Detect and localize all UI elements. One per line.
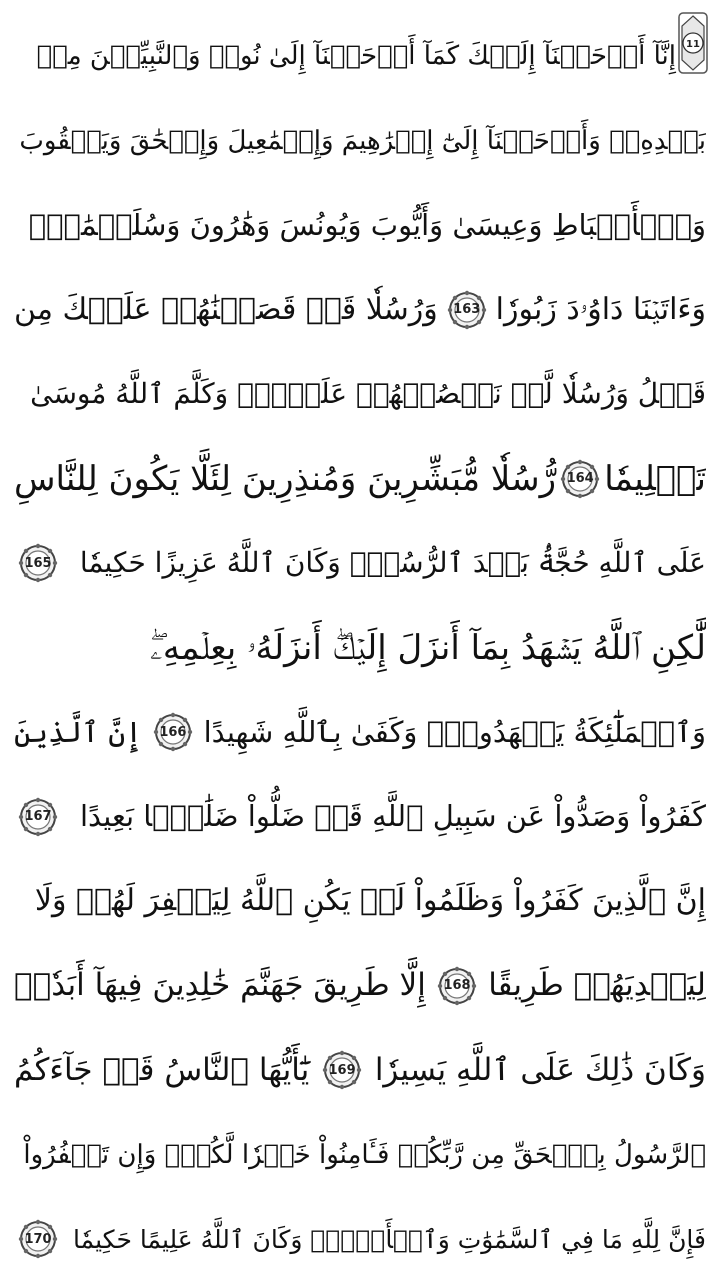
- ayah-number: 170: [24, 1231, 52, 1247]
- verse-text: وَرُسُلٗا قَدۡ قَصَصۡنَٰهُمۡ عَلَيۡكَ مِن: [14, 291, 438, 327]
- text-line: [14, 437, 706, 522]
- ayah-marker-icon: [153, 712, 193, 752]
- verse-text: رُّسُلٗا مُّبَشِّرِينَ وَمُنذِرِينَ لِئَلَّا يَكُونَ لِلنَّاسِ: [14, 458, 557, 499]
- verse-text: بَعۡدِهِۦۚ وَأَوۡحَيۡنَآ إِلَىٰٓ إِبۡرَٰهِيمَ وَإِسۡمَٰعِيلَ وَإِسۡحَٰقَ وَيَعۡقُوبَ: [19, 125, 706, 156]
- text-line: [14, 606, 706, 691]
- verse-text: عَلَى ٱللَّهِ حُجَّةُۢ بَعۡدَ ٱلرُّسُلِۚ وَكَانَ ٱللَّهُ عَزِيزًا حَكِيمٗا: [79, 546, 706, 580]
- text-line: [14, 859, 706, 944]
- verse-text: وَٱلۡأَسۡبَاطِ وَعِيسَىٰ وَأَيُّوبَ وَيُونُسَ وَهَٰرُونَ وَسُلَيۡمَٰنَۚ: [28, 207, 706, 242]
- ayah-marker-icon: [18, 797, 58, 837]
- text-line: [14, 268, 706, 353]
- verse-text: إِنَّ ٱلَّذِينَ: [14, 714, 143, 749]
- verse-text: وَءَاتَيۡنَا دَاوُۥدَ زَبُورٗا: [495, 291, 706, 327]
- ayah-marker-icon: [18, 1219, 58, 1259]
- ayah-marker-icon: [447, 290, 487, 330]
- text-line: [14, 1028, 706, 1113]
- text-line: [14, 99, 706, 184]
- verse-text: قَبۡلُ وَرُسُلٗا لَّمۡ نَقۡصُصۡهُمۡ عَلَيۡكَۚ وَكَلَّمَ ٱللَّهُ مُوسَىٰ: [30, 377, 706, 411]
- ayah-marker-icon: [18, 543, 58, 583]
- verse-text: ٱلرَّسُولُ بِٱلۡحَقِّ مِن رَّبِّكُمۡ فَـَٔامِنُواْ خَيۡرٗا لَّكُمۡۚ وَإِن تَكۡفُرُواْ: [23, 1139, 706, 1170]
- verse-text: كَفَرُواْ وَصَدُّواْ عَن سَبِيلِ ٱللَّهِ قَدۡ ضَلُّواْ ضَلَٰلَۢا بَعِيدًا: [79, 799, 706, 834]
- ayah-number: 169: [328, 1062, 356, 1078]
- ayah-number: 167: [24, 809, 52, 825]
- ayah-marker-icon: [322, 1050, 362, 1090]
- ayah-number: 166: [159, 724, 187, 740]
- verse-text: وَكَانَ ذَٰلِكَ عَلَى ٱللَّهِ يَسِيرٗا: [374, 1051, 706, 1088]
- ayah-marker-icon: [560, 459, 600, 499]
- verse-text: لِيَهۡدِيَهُمۡ طَرِيقًا: [488, 967, 706, 1004]
- ayah-number: 163: [453, 302, 481, 318]
- text-line: [14, 1113, 706, 1198]
- verse-text: فَإِنَّ لِلَّهِ مَا فِي ٱلسَّمَٰوَٰتِ وَٱلۡأَرۡضِۚ وَكَانَ ٱللَّهُ عَلِيمًا حَكِيمٗا: [73, 1224, 706, 1254]
- text-line: [14, 14, 706, 99]
- verse-text: إِلَّا طَرِيقَ جَهَنَّمَ خَٰلِدِينَ فِيهَآ أَبَدٗاۚ: [14, 967, 426, 1004]
- text-line: [14, 690, 706, 775]
- text-line: [14, 1197, 706, 1282]
- text-line: [14, 521, 706, 606]
- juz-marker: [678, 12, 708, 74]
- verse-text: وَٱلۡمَلَٰٓئِكَةُ يَشۡهَدُونَۚ وَكَفَىٰ بِٱللَّهِ شَهِيدًا: [203, 714, 706, 749]
- verse-text: تَكۡلِيمٗا: [604, 458, 706, 499]
- juz-ornament-icon: [678, 12, 708, 74]
- juz-number: 11: [686, 39, 700, 50]
- ayah-number: 164: [566, 471, 594, 487]
- text-line: [14, 183, 706, 268]
- verse-text: إِنَّآ أَوۡحَيۡنَآ إِلَيۡكَ كَمَآ أَوۡحَيۡنَآ إِلَىٰ نُوحٖ وَٱلنَّبِيِّـۧنَ مِنۢ: [36, 41, 676, 72]
- ayah-number: 165: [24, 555, 52, 571]
- ayah-marker-icon: [437, 966, 477, 1006]
- verse-text: لَّٰكِنِ ٱللَّهُ يَشۡهَدُ بِمَآ أَنزَلَ إِلَيۡكَۖ أَنزَلَهُۥ بِعِلۡمِهِۦۖ: [150, 627, 706, 668]
- verse-text: يَٰٓأَيُّهَا ٱلنَّاسُ قَدۡ جَآءَكُمُ: [14, 1051, 310, 1088]
- ayah-number: 168: [443, 978, 471, 994]
- verse-text: إِنَّ ٱلَّذِينَ كَفَرُواْ وَظَلَمُواْ لَمۡ يَكُنِ ٱللَّهُ لِيَغۡفِرَ لَهُمۡ وَلَا: [34, 883, 706, 919]
- text-lines: [14, 14, 706, 1282]
- text-line: [14, 775, 706, 860]
- text-line: [14, 944, 706, 1029]
- text-line: [14, 352, 706, 437]
